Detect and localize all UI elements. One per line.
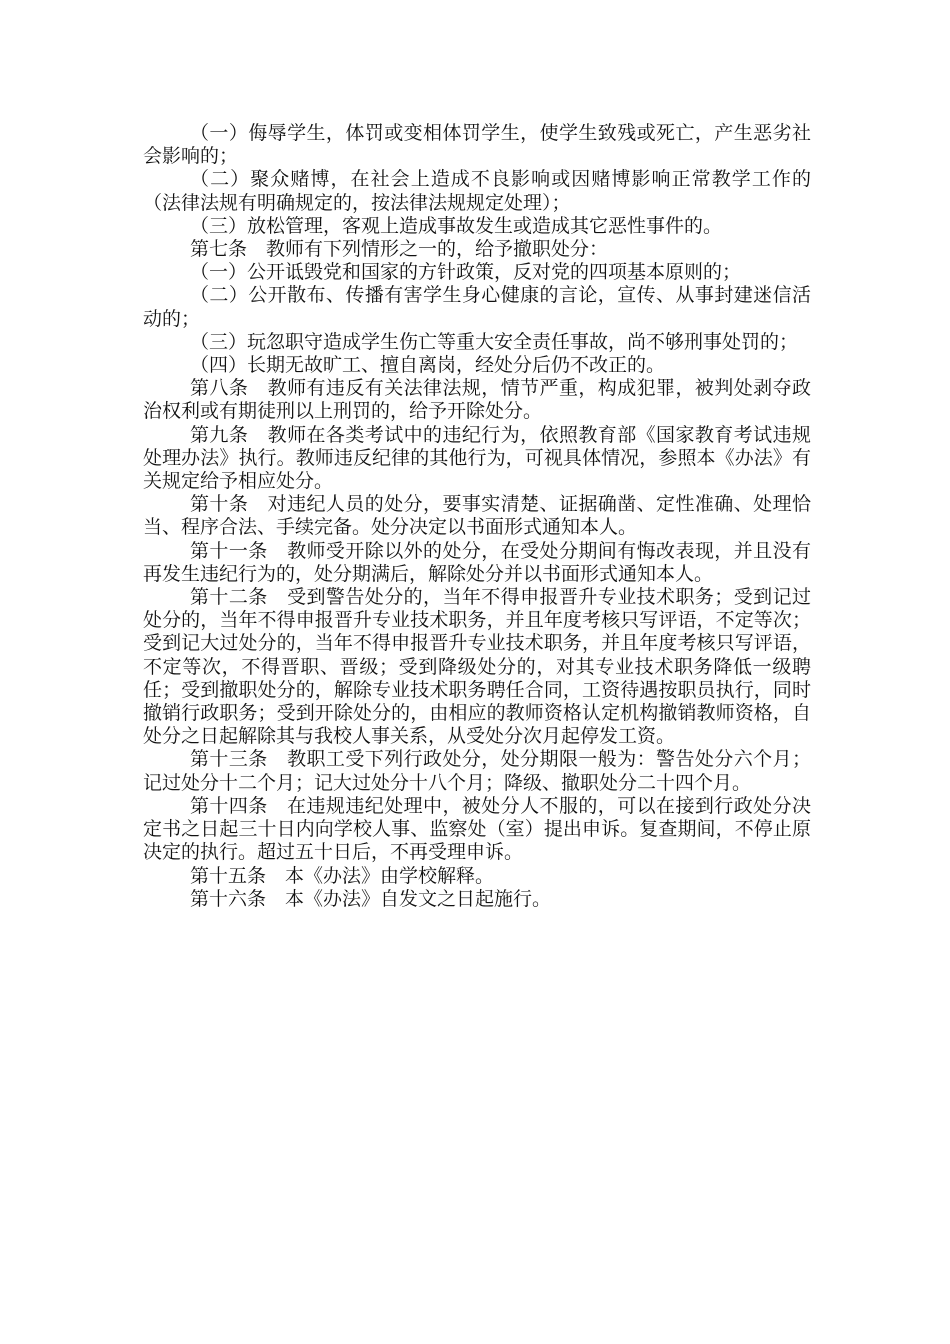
article-13: 第十三条 教职工受下列行政处分，处分期限一般为：警告处分六个月；记过处分十二个月；记大过处分十八个月；降级、撤职处分二十四个月。 bbox=[143, 748, 811, 794]
article-9: 第九条 教师在各类考试中的违纪行为，依照教育部《国家教育考试违规处理办法》执行。教师违反纪律的其他行为，可视具体情况，参照本《办法》有关规定给予相应处分。 bbox=[143, 423, 811, 493]
article-7-item-1: （一）公开诋毁党和国家的方针政策，反对党的四项基本原则的； bbox=[190, 261, 742, 284]
article-15: 第十五条 本《办法》由学校解释。 bbox=[190, 864, 495, 887]
article-11: 第十一条 教师受开除以外的处分，在受处分期间有悔改表现，并且没有再发生违纪行为的，处分期满后，解除处分并以书面形式通知本人。 bbox=[143, 539, 811, 585]
article-14: 第十四条 在违规违纪处理中，被处分人不服的，可以在接到行政处分决定书之日起三十日内向学校人事、监察处（室）提出申诉。复查期间，不停止原决定的执行。超过五十日后，不再受理申诉。 bbox=[143, 794, 811, 864]
clause-item-3: （三）放松管理，客观上造成事故发生或造成其它恶性事件的。 bbox=[190, 214, 723, 237]
article-7-item-3: （三）玩忽职守造成学生伤亡等重大安全责任事故，尚不够刑事处罚的； bbox=[190, 330, 799, 353]
clause-item-2: （二）聚众赌博，在社会上造成不良影响或因赌博影响正常教学工作的（法律法规有明确规定的，按法律法规规定处理）； bbox=[143, 168, 811, 214]
article-8: 第八条 教师有违反有关法律法规，情节严重，构成犯罪，被判处剥夺政治权利或有期徒刑以上刑罚的，给予开除处分。 bbox=[143, 377, 811, 423]
clause-item-1: （一）侮辱学生，体罚或变相体罚学生，使学生致残或死亡，产生恶劣社会影响的； bbox=[143, 122, 811, 168]
article-12: 第十二条 受到警告处分的，当年不得申报晋升专业技术职务；受到记过处分的，当年不得申报晋升专业技术职务，并且年度考核只写评语，不定等次；受到记大过处分的，当年不得申报晋升专业技术职务，并且年度考核只写评语，不定等次，不得晋职、晋级；受到降级处分的，对其专业技术职务降低一级聘任；受到撤职处分的，解除专业技术职务聘任合同，工资待遇按职员执行，同时撤销行政职务；受到开除处分的，由相应的教师资格认定机构撤销教师资格，自处分之日起解除其与我校人事关系，从受处分次月起停发工资。 bbox=[143, 586, 811, 748]
document-body bbox=[143, 122, 811, 911]
article-7-item-2: （二）公开散布、传播有害学生身心健康的言论，宣传、从事封建迷信活动的； bbox=[143, 284, 811, 330]
article-10: 第十条 对违纪人员的处分，要事实清楚、证据确凿、定性准确、处理恰当、程序合法、手续完备。处分决定以书面形式通知本人。 bbox=[143, 493, 811, 539]
article-7-item-4: （四）长期无故旷工、擅自离岗，经处分后仍不改正的。 bbox=[190, 354, 666, 377]
article-7: 第七条 教师有下列情形之一的，给予撤职处分： bbox=[190, 238, 609, 261]
article-16: 第十六条 本《办法》自发文之日起施行。 bbox=[190, 887, 552, 910]
